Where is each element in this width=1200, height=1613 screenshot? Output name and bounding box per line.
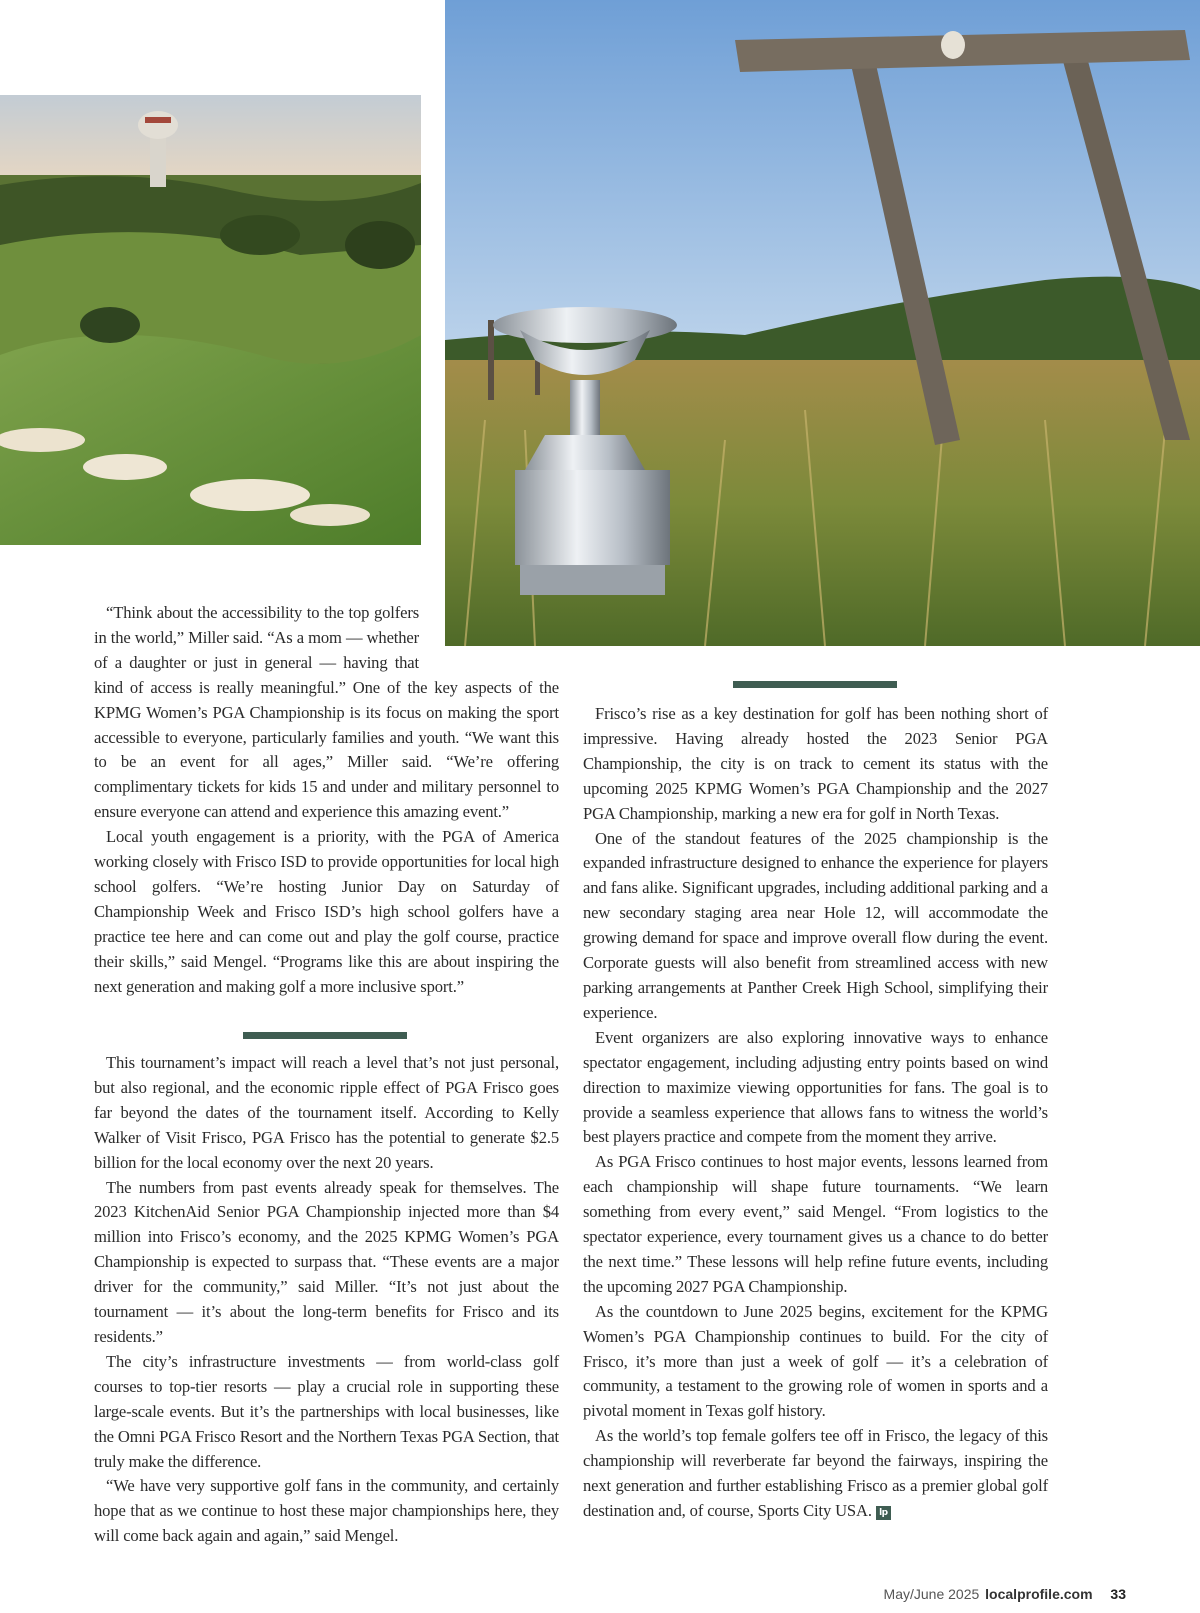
photo-wrap-spacer: [419, 601, 559, 673]
paragraph: “We have very supportive golf fans in the community, and certainly hope that as we continue to host these major championships here, they will come back again and again,” said Mengel.: [94, 1476, 559, 1546]
issue-date: May/June 2025: [883, 1586, 980, 1602]
paragraph: “Think about the accessibility to the top golfers in the world,” Miller said. “As a mom — whether of a daughter or just in general — having that kind of access is really meaningful.” One of the key aspects of the KPMG Women’s PGA Championship is its focus on making the sport accessible to everyone, particularly families and youth. “We want this to be an event for all ages,” Miller said. “We’re offering complimentary tickets for kids 15 and under and military personnel to ensure everyone can attend and experience this amazing event.”: [94, 603, 559, 822]
golf-course-photo: [0, 95, 421, 545]
paragraph: The city’s infrastructure investments — from world-class golf courses to top-tier resorts — play a crucial role in supporting these large-scale events. But it’s the partnerships with local businesses, like the Omni PGA Frisco Resort and the Northern Texas PGA Section, that truly make the difference.: [94, 1351, 559, 1471]
paragraph: As the countdown to June 2025 begins, excitement for the KPMG Women’s PGA Championship continues to build. For the city of Frisco, it’s more than just a week of golf — it’s a celebration of community, a testament to the growing role of women in sports and a pivotal moment in Texas golf history.: [583, 1301, 1048, 1421]
page-number: 33: [1110, 1586, 1126, 1602]
local-profile-end-mark-icon: lp: [876, 1506, 891, 1520]
paragraph: Local youth engagement is a priority, with the PGA of America working closely with Frisco ISD to provide opportunities for local high school golfers. “We’re hosting Junior Day on Saturday of Championship Week and Frisco ISD’s high school golfers have a practice tee here and can come out and play the golf course, practice their skills,” said Mengel. “Programs like this are about inspiring the next generation and making golf a more inclusive sport.”: [94, 827, 559, 996]
left-column-top: [94, 601, 559, 1000]
trophy-photo: [445, 0, 1200, 646]
section-divider-right: [733, 681, 897, 688]
site-name: localprofile.com: [985, 1586, 1093, 1602]
paragraph: This tournament’s impact will reach a level that’s not just personal, but also regional, and the economic ripple effect of PGA Frisco goes far beyond the dates of the tournament itself. According to Kelly Walker of Visit Frisco, PGA Frisco has the potential to generate $2.5 billion for the local economy over the next 20 years.: [94, 1053, 559, 1172]
page-footer: [884, 1586, 1126, 1602]
paragraph: As PGA Frisco continues to host major events, lessons learned from each championship will shape future tournaments. “We learn something from every event,” said Mengel. “From logistics to the spectator experience, every tournament gives us a chance to do better the next time.” These lessons will help refine future events, including the upcoming 2027 PGA Championship.: [583, 1152, 1048, 1296]
right-column: [583, 702, 1048, 1524]
paragraph-last: [583, 1424, 1048, 1524]
left-column-bottom: [94, 1051, 559, 1549]
paragraph: Event organizers are also exploring innovative ways to enhance spectator engagement, including adjusting entry points based on wind direction to maximize viewing opportunities for fans. The goal is to provide a seamless experience that allows fans to witness the world’s best players practice and compete from the moment they arrive.: [583, 1027, 1048, 1147]
section-divider-left: [243, 1032, 407, 1039]
paragraph-text: As the world’s top female golfers tee off in Frisco, the legacy of this championship will reverberate far beyond the fairways, inspiring the next generation and further establishing Frisco as a premier global golf destination and, of course, Sports City USA.: [583, 1426, 1048, 1520]
paragraph: Frisco’s rise as a key destination for golf has been nothing short of impressive. Having already hosted the 2023 Senior PGA Championship, the city is on track to cement its status with the upcoming 2025 KPMG Women’s PGA Championship and the 2027 PGA Championship, marking a new era for golf in North Texas.: [583, 704, 1048, 823]
paragraph: The numbers from past events already speak for themselves. The 2023 KitchenAid Senior PGA Championship injected more than $4 million into Frisco’s economy, and the 2025 KPMG Women’s PGA Championship is expected to surpass that. “These events are a major driver for the community,” said Miller. “It’s not just about the tournament — it’s about the long-term benefits for Frisco and its residents.”: [94, 1177, 559, 1346]
paragraph: One of the standout features of the 2025 championship is the expanded infrastructure designed to enhance the experience for players and fans alike. Significant upgrades, including additional parking and a new secondary staging area near Hole 12, will accommodate the growing demand for space and improve overall flow during the event. Corporate guests will also benefit from streamlined access with new parking arrangements at Panther Creek High School, simplifying their experience.: [583, 828, 1048, 1022]
